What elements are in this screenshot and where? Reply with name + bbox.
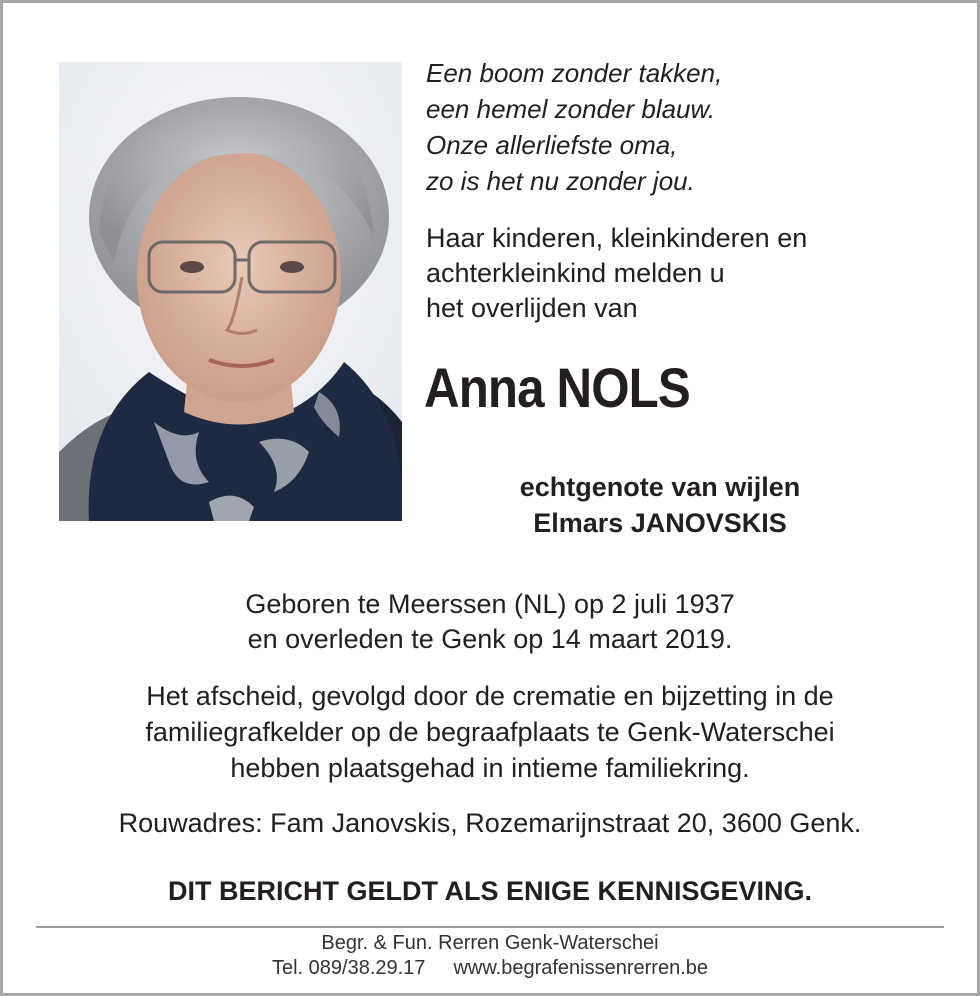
poem-line: zo is het nu zonder jou. (426, 166, 695, 196)
mourning-address: Rouwadres: Fam Janovskis, Rozemarijnstraat 20, 3600 Genk. (118, 808, 862, 838)
portrait-photo (59, 62, 402, 521)
ceremony-line: hebben plaatsgehad in intieme familiekring. (230, 753, 750, 783)
spouse-info (440, 469, 880, 541)
undertaker-website[interactable]: www.begrafenissenrerren.be (453, 957, 709, 979)
life-dates (40, 587, 940, 657)
undertaker-name: Begr. & Fun. Rerren Genk-Waterschei (321, 932, 659, 954)
poem-line: Een boom zonder takken, (426, 58, 723, 88)
poem-line: een hemel zonder blauw. (426, 94, 716, 124)
undertaker-phone: Tel. 089/38.29.17 (271, 957, 426, 979)
ceremony-line: Het afscheid, gevolgd door de crematie en bijzetting in de (146, 681, 834, 711)
spouse-line: echtgenote van wijlen (519, 472, 801, 502)
death-line: en overleden te Genk op 14 maart 2019. (247, 624, 733, 654)
birth-line: Geboren te Meerssen (NL) op 2 juli 1937 (245, 589, 735, 619)
undertaker-contact (20, 956, 960, 981)
intro-line: Haar kinderen, kleinkinderen en (426, 223, 808, 253)
deceased-name: Anna NOLS (424, 356, 690, 419)
ceremony-line: familiegrafkelder op de begraafplaats te Genk-Waterschei (145, 717, 835, 747)
ceremony-text (20, 678, 960, 786)
intro-line: achterkleinkind melden u (426, 258, 725, 288)
memorial-poem (426, 55, 722, 199)
intro-line: het overlijden van (426, 293, 638, 323)
notice-statement: DIT BERICHT GELDT ALS ENIGE KENNISGEVING. (167, 876, 813, 906)
poem-line: Onze allerliefste oma, (426, 130, 678, 160)
divider (36, 926, 944, 928)
spouse-line: Elmars JANOVSKIS (533, 508, 787, 538)
announcement-intro (426, 221, 807, 326)
